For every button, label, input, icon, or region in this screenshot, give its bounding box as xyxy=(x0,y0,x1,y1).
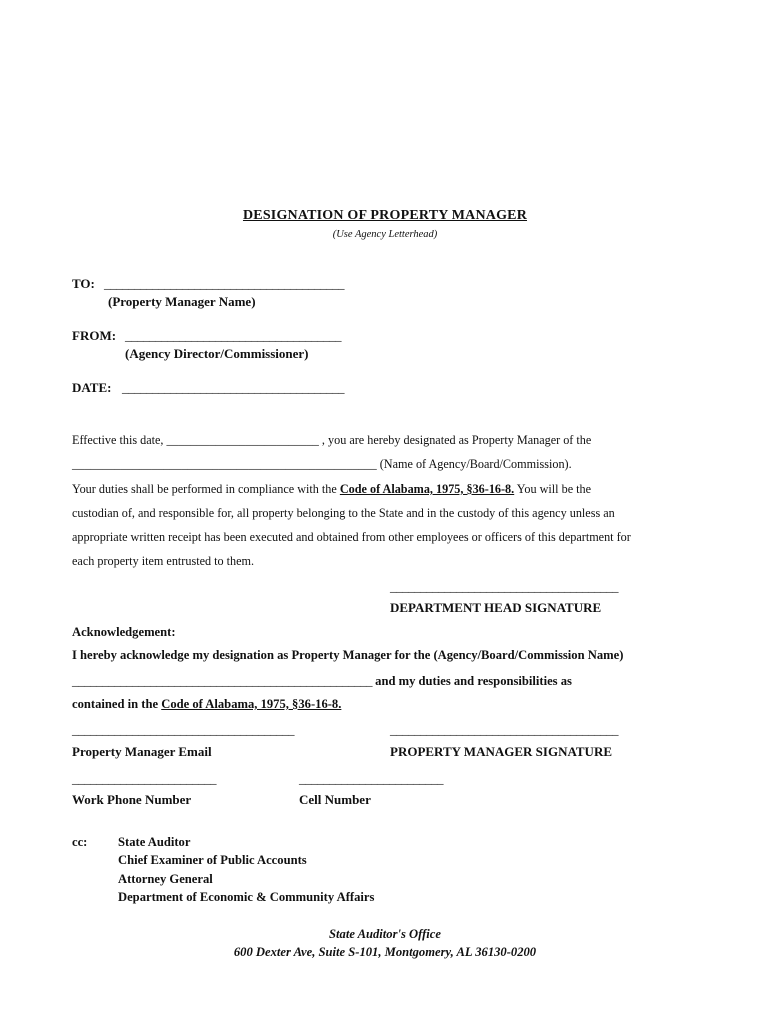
body-line-4: custodian of, and responsible for, all property belonging to the State and in the custody of this agency unless an xyxy=(72,506,615,520)
code-reference: Code of Alabama, 1975, §36-16-8. xyxy=(161,697,342,711)
document-title: DESIGNATION OF PROPERTY MANAGER xyxy=(242,208,528,223)
from-label: FROM: xyxy=(72,328,117,343)
body-line-2 xyxy=(72,452,572,476)
date-label: DATE: xyxy=(72,380,112,395)
dept-head-signature-blank[interactable]: ______________________________________ xyxy=(390,579,618,594)
body-text: Your duties shall be performed in compliance with the xyxy=(72,482,340,496)
body-text: You will be the xyxy=(514,482,592,496)
ack-text: and my duties and responsibilities as xyxy=(372,674,572,688)
body-text: Effective this date, xyxy=(72,433,167,447)
body-line-3 xyxy=(72,477,591,501)
acknowledgement-line-3 xyxy=(72,697,341,712)
work-phone-blank[interactable]: ________________________ xyxy=(72,771,216,786)
cc-item: Department of Economic & Community Affairs xyxy=(118,890,375,904)
work-phone-label: Work Phone Number xyxy=(72,792,192,807)
body-text: (Name of Agency/Board/Commission). xyxy=(376,457,572,471)
cc-item: Chief Examiner of Public Accounts xyxy=(118,853,307,867)
pm-signature-blank[interactable]: ______________________________________ xyxy=(390,722,618,737)
footer-address: 600 Dexter Ave, Suite S-101, Montgomery, AL 36130-0200 xyxy=(233,945,537,959)
cell-number-label: Cell Number xyxy=(299,792,371,807)
code-reference: Code of Alabama, 1975, §36-16-8. xyxy=(339,482,515,496)
ack-text: contained in the xyxy=(72,697,162,711)
date-blank[interactable]: _____________________________________ xyxy=(122,380,344,395)
pm-signature-label: PROPERTY MANAGER SIGNATURE xyxy=(390,744,612,759)
body-line-6: each property item entrusted to them. xyxy=(72,554,255,568)
cc-item: Attorney General xyxy=(118,872,213,886)
cc-item: State Auditor xyxy=(118,835,191,849)
body-line-5: appropriate written receipt has been executed and obtained from other employees or officers of this department for xyxy=(72,530,631,544)
from-caption: (Agency Director/Commissioner) xyxy=(125,346,309,361)
acknowledgement-line-2 xyxy=(72,673,572,689)
dept-head-signature-label: DEPARTMENT HEAD SIGNATURE xyxy=(390,600,602,615)
to-label: TO: xyxy=(72,276,95,291)
agency-name-blank[interactable]: __________________________________________________ xyxy=(72,673,372,688)
to-caption: (Property Manager Name) xyxy=(108,294,256,309)
effective-date-blank[interactable]: _________________________ xyxy=(166,433,319,447)
body-text: , you are hereby designated as Property Manager of the xyxy=(318,433,592,447)
cc-label: cc: xyxy=(72,835,88,849)
footer-office: State Auditor's Office xyxy=(329,927,441,941)
acknowledgement-heading: Acknowledgement: xyxy=(72,625,176,639)
document-subtitle: (Use Agency Letterhead) xyxy=(332,229,438,240)
agency-name-blank[interactable]: __________________________________________________ xyxy=(72,457,377,471)
pm-email-blank[interactable]: _____________________________________ xyxy=(72,722,294,737)
pm-email-label: Property Manager Email xyxy=(72,744,212,759)
to-blank[interactable]: ________________________________________ xyxy=(104,276,344,291)
from-blank[interactable]: ____________________________________ xyxy=(125,328,341,343)
acknowledgement-line-1: I hereby acknowledge my designation as Property Manager for the (Agency/Board/Commission Name) xyxy=(72,648,624,662)
cell-number-blank[interactable]: ________________________ xyxy=(299,771,443,786)
body-line-1 xyxy=(72,428,591,452)
